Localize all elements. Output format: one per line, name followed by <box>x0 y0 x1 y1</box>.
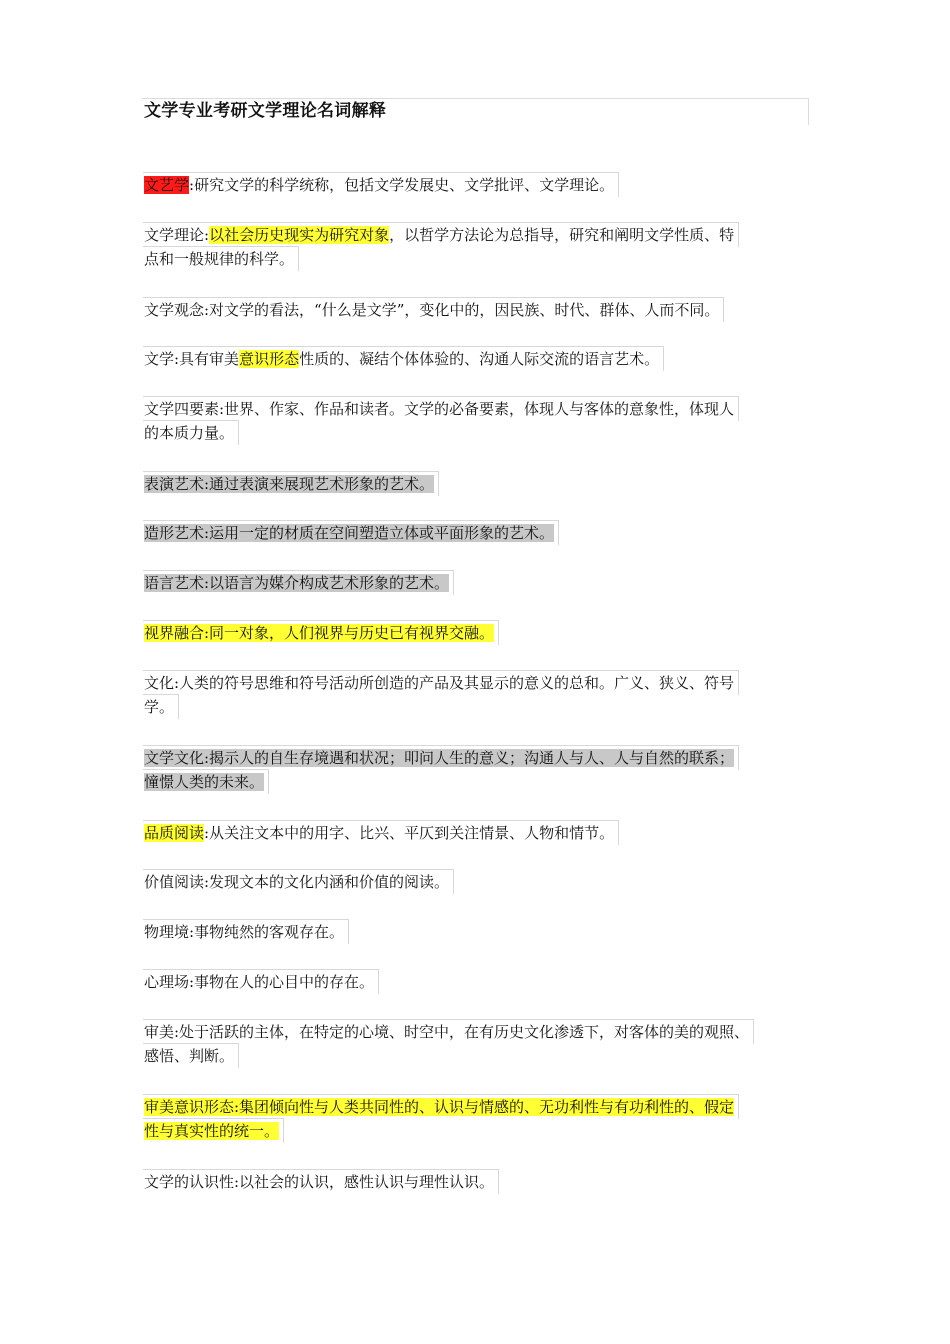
highlighted-text: 视界融合:同一对象，人们视界与历史已有视界交融。 <box>144 624 495 642</box>
entry-text: 审美:处于活跃的主体，在特定的心境、时空中，在有历史文化渗透下，对客体的美的观照、 <box>144 1023 750 1041</box>
line-frame <box>143 969 379 994</box>
highlighted-text: 语言艺术:以语言为媒介构成艺术形象的艺术。 <box>144 574 450 592</box>
entry-line <box>143 297 807 321</box>
entry-line <box>143 1043 807 1067</box>
entry-line <box>143 1019 807 1043</box>
entry-text: 文学理论: <box>144 226 210 244</box>
entry-line <box>143 620 807 644</box>
definition-entry <box>143 745 807 793</box>
entry-text: 感悟、判断。 <box>144 1047 235 1065</box>
line-frame <box>143 520 559 545</box>
line-frame <box>143 297 724 322</box>
highlighted-text: 审美意识形态:集团倾向性与人类共同性的、认识与情感的、无功利性与有功利性的、假定 <box>144 1098 735 1116</box>
line-frame <box>143 420 239 445</box>
highlighted-text: 憧憬人类的未来。 <box>144 773 265 791</box>
entry-text: 文学:具有审美 <box>144 350 240 368</box>
entry-text: :研究文学的科学统称，包括文学发展史、文学批评、文学理论。 <box>189 176 615 194</box>
line-frame <box>143 222 739 247</box>
entry-line <box>143 172 807 196</box>
line-frame <box>143 1169 499 1194</box>
entry-text: 心理场:事物在人的心目中的存在。 <box>144 973 375 991</box>
entry-text: ，以哲学方法论为总指导，研究和阐明文学性质、特 <box>389 226 735 244</box>
line-frame <box>143 471 439 496</box>
highlighted-text: 表演艺术:通过表演来展现艺术形象的艺术。 <box>144 475 435 493</box>
line-frame <box>143 820 619 845</box>
page-title: 文学专业考研文学理论名词解释 <box>144 101 387 121</box>
line-frame <box>143 172 619 197</box>
entry-line <box>143 969 807 993</box>
highlighted-text: 以社会历史现实为研究对象 <box>209 226 390 244</box>
line-frame <box>143 396 739 421</box>
entry-text: 文学观念:对文学的看法，“什么是文学”，变化中的，因民族、时代、群体、人而不同。 <box>144 301 720 319</box>
line-frame <box>143 1019 754 1044</box>
highlighted-text: 造形艺术:运用一定的材质在空间塑造立体或平面形象的艺术。 <box>144 524 555 542</box>
line-frame <box>143 346 664 371</box>
definition-entry <box>143 520 807 544</box>
highlighted-text: 文艺学 <box>144 176 190 194</box>
definition-entry <box>143 396 807 444</box>
definition-entry <box>143 1019 807 1067</box>
entry-text: 文学的认识性:以社会的认识，感性认识与理性认识。 <box>144 1173 495 1191</box>
definition-entry <box>143 471 807 495</box>
line-frame <box>143 769 269 794</box>
entry-line <box>143 745 807 769</box>
entry-text: 文化:人类的符号思维和符号活动所创造的产品及其显示的意义的总和。广义、狭义、符号 <box>144 674 735 692</box>
highlighted-text: 意识形态 <box>239 350 300 368</box>
definition-entry <box>143 820 807 844</box>
line-frame <box>143 670 739 695</box>
entry-line <box>143 919 807 943</box>
definition-entry <box>143 969 807 993</box>
definition-entry <box>143 670 807 718</box>
entry-line <box>143 1094 807 1118</box>
line-frame <box>143 694 179 719</box>
line-frame <box>143 1094 739 1119</box>
definition-entry <box>143 1094 807 1142</box>
entry-line <box>143 471 807 495</box>
line-frame <box>143 745 739 770</box>
line-frame <box>143 1043 239 1068</box>
definition-entry <box>143 620 807 644</box>
entry-line <box>143 420 807 444</box>
line-frame <box>143 869 454 894</box>
line-frame <box>143 570 454 595</box>
line-frame <box>143 246 299 271</box>
entry-text: 学。 <box>144 698 175 716</box>
line-frame <box>143 919 349 944</box>
entry-text: 价值阅读:发现文本的文化内涵和价值的阅读。 <box>144 873 450 891</box>
entry-line <box>143 1169 807 1193</box>
definition-entry <box>143 297 807 321</box>
definition-entry <box>143 570 807 594</box>
definition-entry <box>143 1169 807 1193</box>
entry-line <box>143 222 807 246</box>
entry-line <box>143 520 807 544</box>
highlighted-text: 品质阅读 <box>144 824 205 842</box>
entry-line <box>143 694 807 718</box>
entry-text: 点和一般规律的科学。 <box>144 250 295 268</box>
entry-line <box>143 246 807 270</box>
entry-line <box>143 769 807 793</box>
entry-text: 文学四要素:世界、作家、作品和读者。文学的必备要素，体现人与客体的意象性，体现人 <box>144 400 735 418</box>
entry-line <box>143 346 807 370</box>
highlighted-text: 文学文化:揭示人的自生存境遇和状况；叩问人生的意义；沟通人与人、人与自然的联系； <box>144 749 735 767</box>
definition-entry <box>143 222 807 270</box>
entry-line <box>143 670 807 694</box>
definition-entry <box>143 869 807 893</box>
definition-entry <box>143 172 807 196</box>
entry-line <box>143 869 807 893</box>
entry-text: 的本质力量。 <box>144 424 235 442</box>
definition-entry <box>143 346 807 370</box>
highlighted-text: 性与真实性的统一。 <box>144 1122 280 1140</box>
line-frame <box>143 1118 284 1143</box>
entry-line <box>143 820 807 844</box>
entry-line <box>143 1118 807 1142</box>
line-frame <box>143 620 499 645</box>
definition-entry <box>143 919 807 943</box>
entry-text: 性质的、凝结个体体验的、沟通人际交流的语言艺术。 <box>299 350 660 368</box>
entry-line <box>143 570 807 594</box>
entry-text: :从关注文本中的用字、比兴、平仄到关注情景、人物和情节。 <box>204 824 615 842</box>
entry-text: 物理境:事物纯然的客观存在。 <box>144 923 345 941</box>
entry-line <box>143 396 807 420</box>
